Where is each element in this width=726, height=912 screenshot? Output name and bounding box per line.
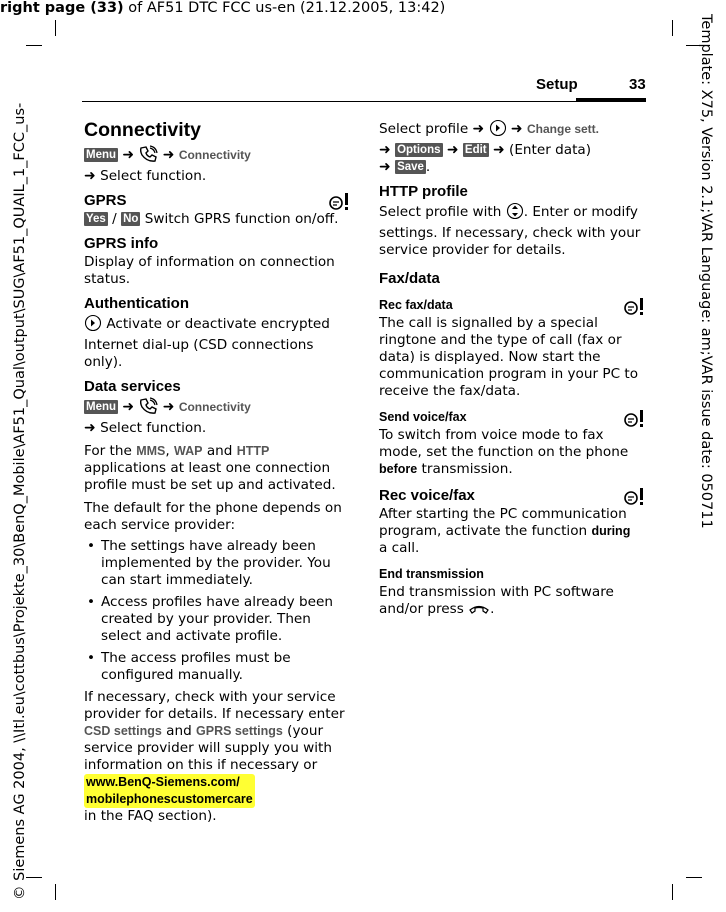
end-transmission-text-b: .: [490, 601, 495, 617]
crop-mark: [672, 20, 673, 36]
send-voice-text-a: To switch from voice mode to fax mode, set the function on the phone: [379, 427, 629, 460]
para3-text-b: (your service provider will supply you with information on this if necessary or: [84, 723, 332, 773]
http-profile-text-b: . Enter or modify settings. If necessary, check with your service provider for details.: [379, 204, 641, 258]
fax-data-heading: Fax/data: [379, 270, 440, 287]
gprs-text: [84, 211, 352, 228]
gprs-info-text: Display of information on connection status.: [84, 254, 335, 287]
provider-options-list: [84, 538, 352, 684]
kw-before: before: [379, 462, 418, 476]
rec-fax-text: The call is signalled by a special ringtone and the type of call (fax or data) is displayed. Now start the communication program in your PC to receive the fax/data.: [379, 315, 639, 399]
end-transmission-heading: End transmission: [379, 567, 484, 581]
provider-dependent-icon: [623, 409, 645, 434]
header-rule: [82, 101, 646, 102]
para1-comma: ,: [165, 443, 175, 459]
enter-data-text: (Enter data): [504, 142, 592, 158]
end-key-icon: [468, 601, 490, 622]
navigation-key-icon: [489, 119, 507, 142]
link-line-1: www.BenQ-Siemens.com/: [86, 775, 240, 789]
end-transmission-text: [379, 584, 647, 622]
nav-path-data-services: [84, 397, 352, 437]
edit-softkey: Edit: [464, 144, 487, 156]
menu-path-connectivity: Connectivity: [178, 400, 251, 414]
crop-mark: [686, 877, 702, 878]
para1-text-b: applications at least one connection profile must be set up and activated.: [84, 460, 336, 493]
send-voice-text-b: transmission.: [417, 461, 513, 477]
http-profile-text-a: Select profile with: [379, 204, 506, 220]
print-header: [0, 0, 445, 16]
print-header-bold: right page (33): [0, 0, 124, 16]
arrow-icon: ➜: [510, 121, 523, 137]
send-voice-heading-text: Send voice/fax: [379, 410, 467, 424]
kw-http: HTTP: [236, 444, 270, 458]
arrow-icon: ➜: [472, 121, 485, 137]
arrow-icon: ➜: [84, 168, 96, 184]
kw-wap: WAP: [174, 444, 203, 458]
send-voice-text: [379, 427, 647, 478]
data-services-para1: [84, 443, 352, 494]
crop-mark: [55, 884, 56, 900]
nav-path-connectivity: [84, 145, 352, 185]
authentication-description: Activate or deactivate encrypted Internet dial-up (CSD connections only).: [84, 316, 330, 370]
up-down-key-icon: [506, 202, 524, 225]
customer-care-link[interactable]: [84, 774, 255, 808]
list-item: • Access profiles have already been created by your provider. Then select and activate profile.: [84, 594, 352, 645]
gprs-description: Switch GPRS function on/off.: [140, 211, 339, 227]
select-function-text: Select function.: [100, 420, 207, 436]
connectivity-menu-icon: [138, 397, 158, 420]
gprs-heading: [84, 191, 352, 210]
data-services-heading: Data services: [84, 378, 181, 395]
arrow-icon: ➜: [122, 147, 135, 163]
arrow-icon: ➜: [122, 399, 135, 415]
provider-dependent-icon: [623, 487, 645, 512]
arrow-icon: ➜: [492, 142, 505, 158]
select-function-text: Select function.: [100, 168, 207, 184]
side-copyright: © Siemens AG 2004, \\Itl.eu\cottbus\Projekte_30\BenQ_Mobile\AF51_Qual\output\SUG\AF51_QUAIL_1_FCC_us-: [12, 102, 28, 900]
menu-softkey: Menu: [86, 401, 117, 413]
select-profile-text: Select profile: [379, 121, 473, 137]
navigation-key-icon: [84, 314, 102, 337]
arrow-icon: ➜: [162, 399, 175, 415]
rec-fax-heading-text: Rec fax/data: [379, 298, 453, 312]
rec-fax-heading: [379, 296, 647, 314]
link-line-2: mobilephonescustomercare: [86, 792, 253, 806]
crop-mark: [26, 877, 42, 878]
rec-voice-text-b: a call.: [379, 540, 420, 556]
rec-voice-heading: [379, 486, 647, 505]
rec-voice-heading-text: Rec voice/fax: [379, 487, 475, 504]
menu-softkey: Menu: [86, 149, 117, 161]
right-column: [379, 118, 647, 622]
data-services-para3: [84, 689, 352, 825]
rec-voice-text: [379, 506, 647, 557]
connectivity-menu-icon: [138, 145, 158, 168]
yes-softkey: Yes: [86, 213, 106, 225]
send-voice-heading: [379, 408, 647, 426]
menu-path-connectivity: Connectivity: [178, 148, 251, 162]
kw-gprs-settings: GPRS settings: [196, 724, 283, 738]
menu-change-settings: Change sett.: [526, 122, 599, 136]
http-profile-text: [379, 202, 647, 259]
list-item: • The settings have already been implemented by the provider. You can start immediately.: [84, 538, 352, 589]
gprs-heading-text: GPRS: [84, 192, 127, 209]
http-profile-heading: HTTP profile: [379, 183, 468, 200]
arrow-icon: ➜: [162, 147, 175, 163]
data-services-para2: The default for the phone depends on each service provider:: [84, 500, 342, 533]
para3-text-c: in the FAQ section).: [84, 808, 217, 824]
rec-voice-text-a: After starting the PC communication program, activate the function: [379, 506, 627, 539]
page-number: 33: [629, 76, 646, 93]
provider-dependent-icon: [623, 297, 645, 322]
authentication-text: [84, 314, 352, 371]
edit-profile-path: Select profile ➜ ➜ Change sett. ➜ Options ➜ Edit ➜ (Enter data) ➜ Save .: [379, 121, 599, 175]
arrow-icon: ➜: [446, 142, 459, 158]
kw-mms: MMS: [136, 444, 166, 458]
section-title: Setup: [536, 76, 578, 93]
options-softkey: Options: [397, 144, 441, 156]
crop-mark: [26, 45, 42, 46]
crop-mark: [672, 884, 673, 900]
para1-and: and: [202, 443, 237, 459]
list-item: • The access profiles must be configured manually.: [84, 650, 352, 684]
header-rule-accent: [576, 98, 646, 102]
connectivity-title: Connectivity: [84, 119, 202, 141]
left-column: [84, 118, 352, 825]
para3-and: and: [161, 723, 197, 739]
provider-dependent-icon: [328, 192, 350, 217]
side-template-info: Template: X75, Version 2.1;VAR Language: am;VAR issue date: 050711: [698, 14, 714, 529]
arrow-icon: ➜: [84, 420, 96, 436]
no-softkey: No: [123, 213, 139, 225]
kw-during: during: [591, 524, 631, 538]
softkey-separator: /: [107, 211, 122, 227]
authentication-heading: Authentication: [84, 295, 189, 312]
arrow-icon: ➜: [379, 159, 391, 175]
gprs-info-heading: GPRS info: [84, 235, 159, 252]
end-transmission-text-a: End transmission with PC software and/or press: [379, 584, 614, 617]
print-header-rest: of AF51 DTC FCC us-en (21.12.2005, 13:42): [123, 0, 446, 16]
arrow-icon: ➜: [379, 142, 391, 158]
crop-mark: [55, 20, 56, 36]
save-softkey: Save: [397, 161, 424, 173]
kw-csd-settings: CSD settings: [84, 724, 162, 738]
para3-text-a: If necessary, check with your service provider for details. If necessary enter: [84, 689, 345, 722]
para1-text-a: For the: [84, 443, 137, 459]
